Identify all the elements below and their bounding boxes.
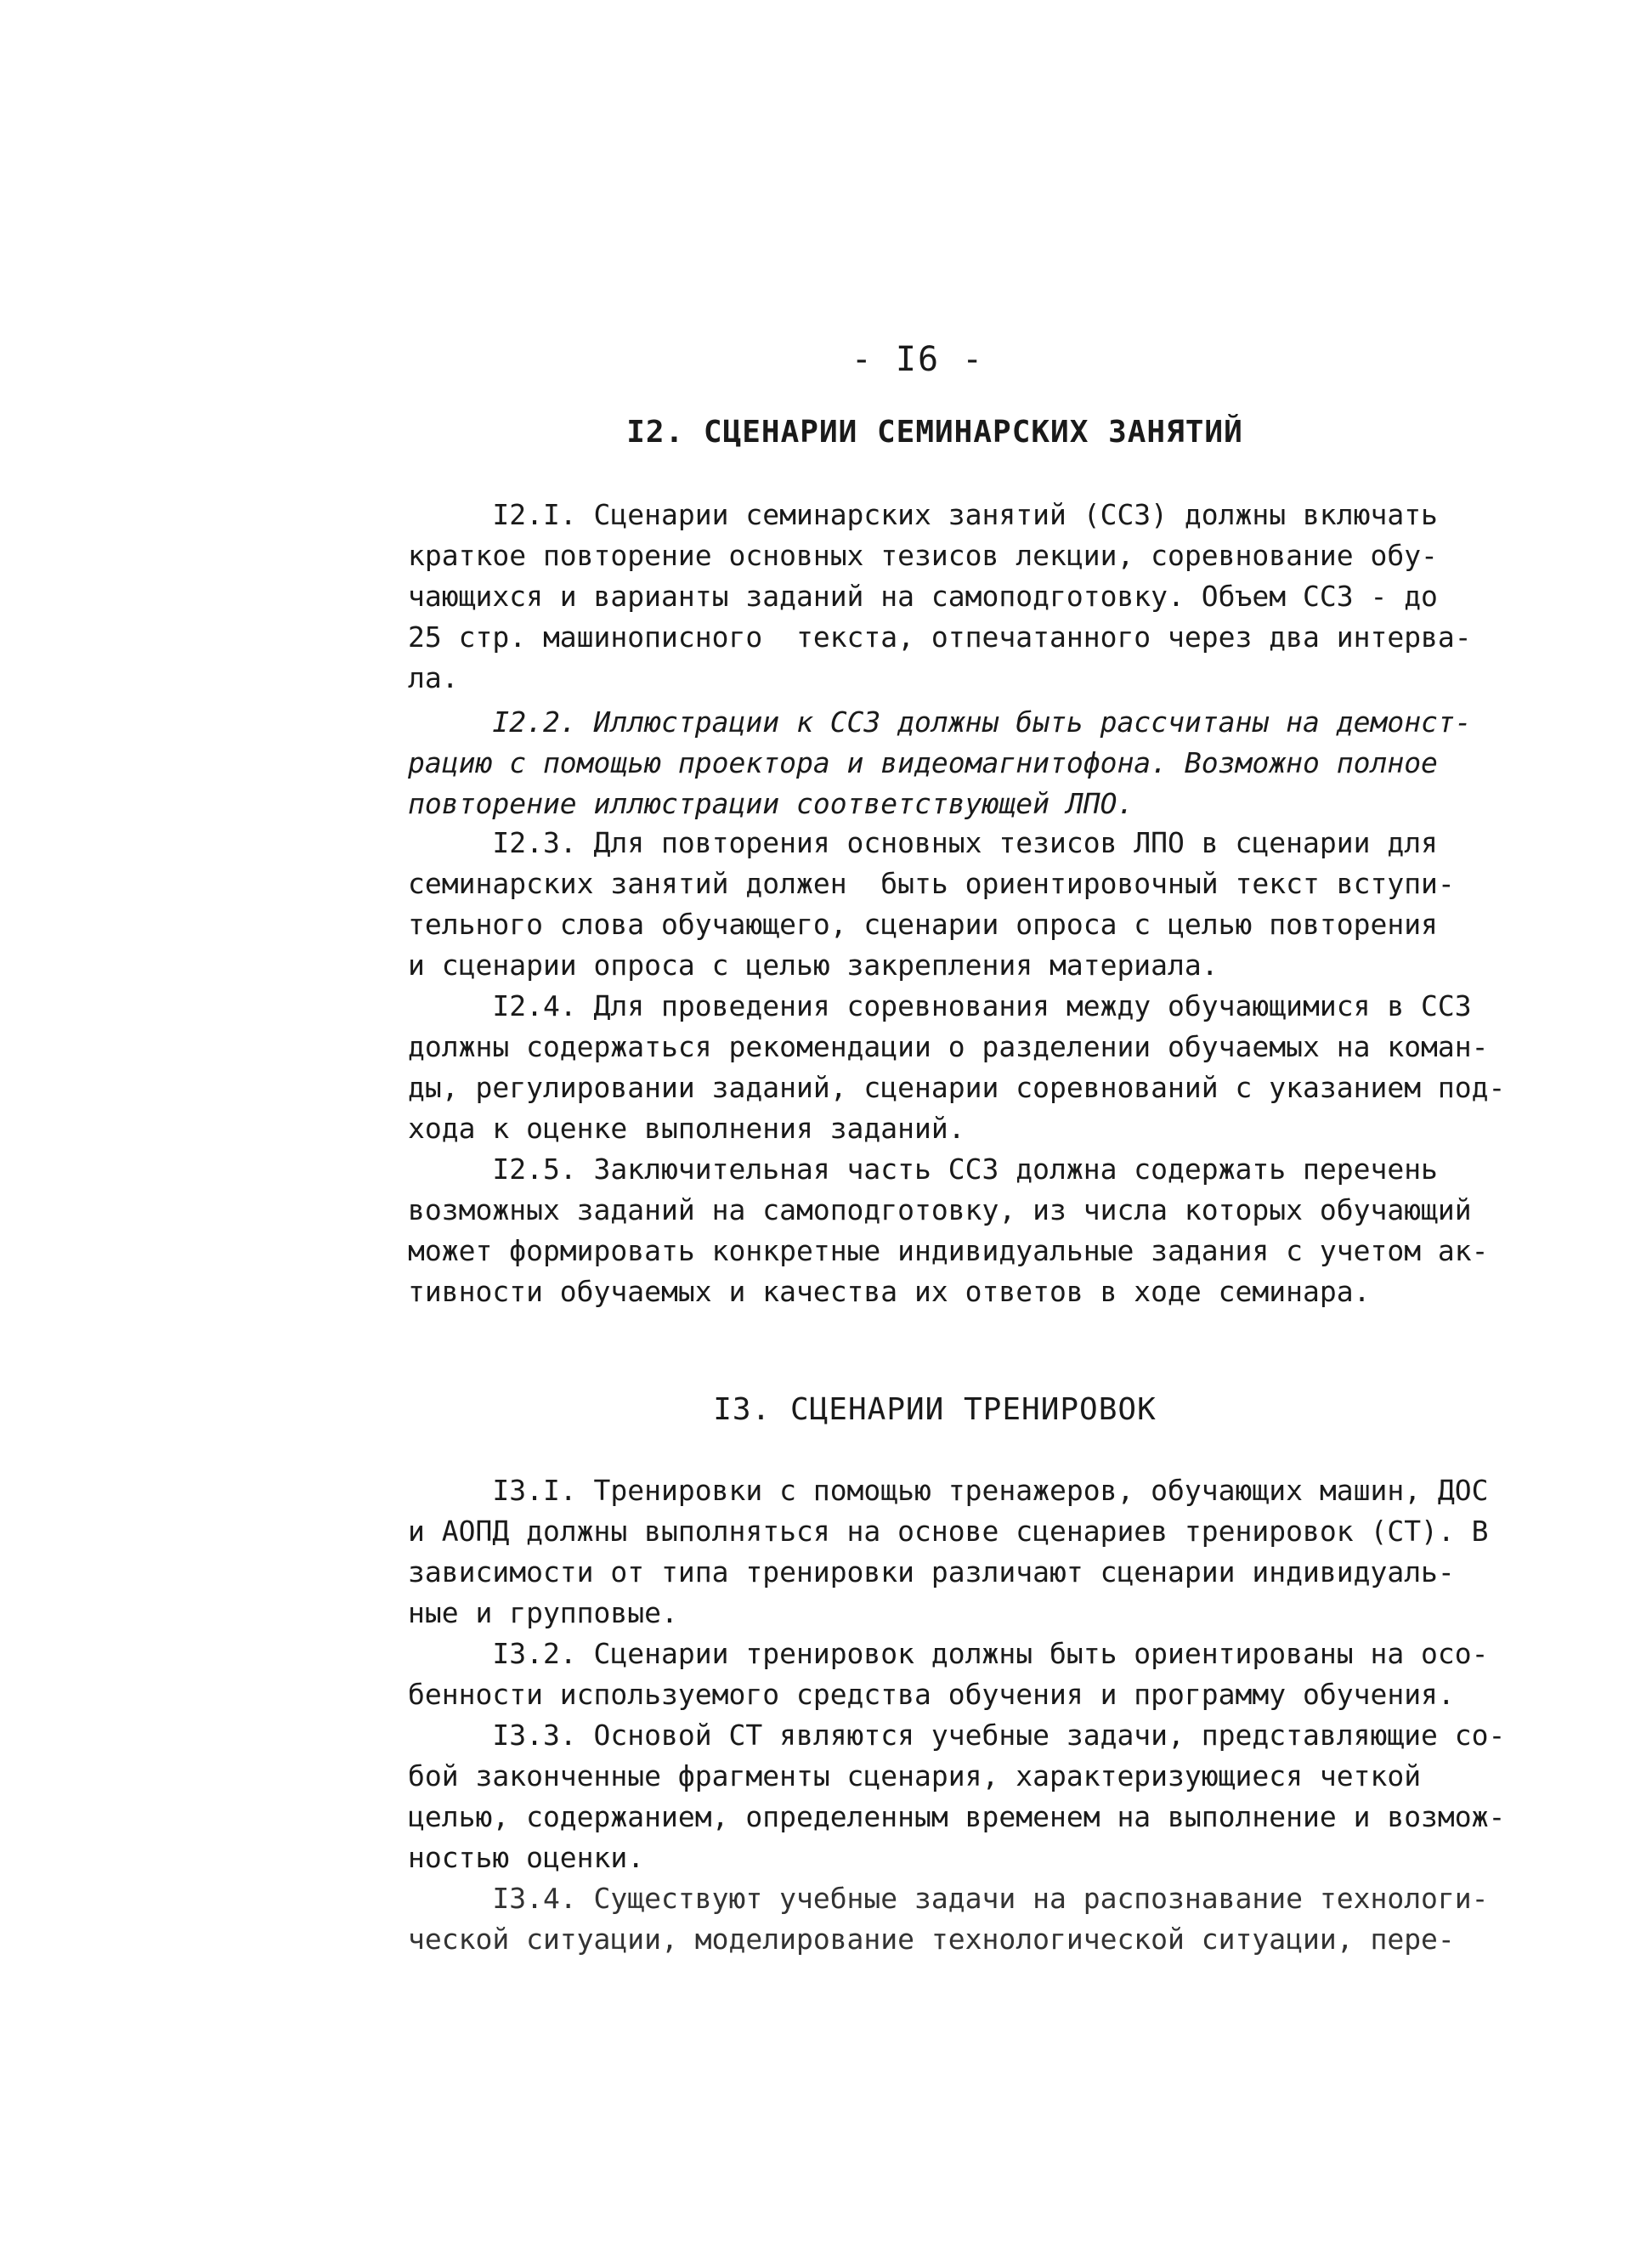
section-13-heading: I3. СЦЕНАРИИ ТРЕНИРОВОК <box>713 1392 1157 1427</box>
paragraph-12-5: I2.5. Заключительная часть ССЗ должна содержать перечень возможных заданий на самоподготовку, из числа которых обучающий может формировать конкретные индивидуальные задания с учетом ак- тивности обучаемых и качества их ответов в ходе семинара. <box>408 1152 1489 1308</box>
section-12-heading: I2. СЦЕНАРИИ СЕМИНАРСКИХ ЗАНЯТИЙ <box>626 415 1243 450</box>
paragraph-12-3: I2.3. Для повторения основных тезисов ЛПО в сценарии для семинарских занятий должен быть ориентировочный текст вступи- тельного слова обучающего, сценарии опроса с целью повторения и сценарии опроса с целью закрепления материала. <box>408 826 1455 982</box>
paragraph-12-1: I2.I. Сценарии семинарских занятий (ССЗ) должны включать краткое повторение основных тезисов лекции, соревнование обу- чающихся и варианты заданий на самоподготовку. Объем ССЗ - до 25 стр. машинописного текста, отпечатанного через два интерва- ла. <box>408 498 1472 694</box>
paragraph-13-3: I3.3. Основой СТ являются учебные задачи, представляющие со- бой законченные фрагменты сценария, характеризующиеся четкой целью, содержанием, определенным временем на выполнение и возмож- ностью оценки. <box>408 1719 1506 1874</box>
paragraph-12-2: I2.2. Иллюстрации к ССЗ должны быть рассчитаны на демонст- рацию с помощью проектора и видеомагнитофона. Возможно полное повторение иллюстрации соответствующей ЛПО. <box>408 705 1472 820</box>
paragraph-13-2: I3.2. Сценарии тренировок должны быть ориентированы на осо- бенности используемого средства обучения и программу обучения. <box>408 1637 1489 1711</box>
paragraph-13-4: I3.4. Существуют учебные задачи на распознавание технологи- ческой ситуации, моделирование технологической ситуации, пере- <box>408 1882 1489 1956</box>
paragraph-12-4: I2.4. Для проведения соревнования между обучающимися в ССЗ должны содержаться рекомендации о разделении обучаемых на коман- ды, регулировании заданий, сценарии соревнований с указанием под- хода к оценке выполнения заданий. <box>408 989 1506 1145</box>
paragraph-13-1: I3.I. Тренировки с помощью тренажеров, обучающих машин, ДОС и АОПД должны выполняться на основе сценариев тренировок (СТ). В зависимости от типа тренировки различают сценарии индивидуаль- ные и групповые. <box>408 1474 1489 1629</box>
page-number: - I6 - <box>851 340 985 379</box>
